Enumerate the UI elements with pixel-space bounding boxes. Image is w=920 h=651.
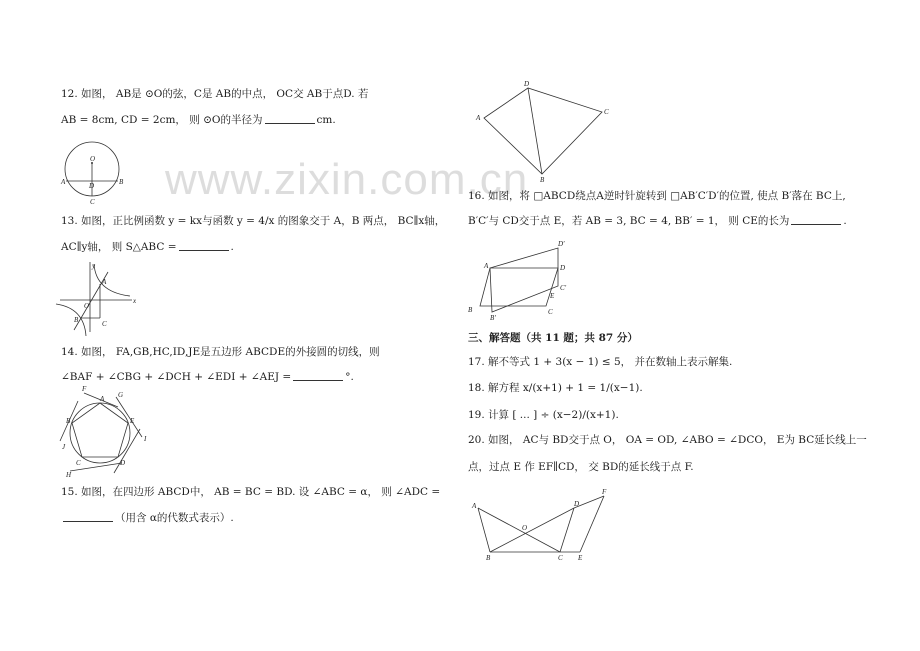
q20-label-e: E bbox=[578, 554, 583, 562]
watermark: www.zixin.com.cn bbox=[165, 155, 529, 204]
q14-figure bbox=[60, 385, 150, 483]
q12-line2: AB = 8cm, CD = 2cm， 则 ⊙O的半径为 cm. bbox=[61, 114, 336, 126]
q15-figure bbox=[474, 80, 634, 184]
q13-label-y: y bbox=[92, 262, 96, 270]
q13-line1: 13. 如图，正比例函数 y = kx与函数 y = 4/x 的图象交于 A，B 两点， BC∥x轴， bbox=[61, 215, 446, 227]
q16-figure bbox=[468, 240, 584, 322]
q13-label-a: A bbox=[102, 278, 107, 286]
q13-label-b: B bbox=[74, 316, 79, 324]
q18-text: 18. 解方程 x/(x+1) + 1 = 1/(x−1). bbox=[468, 382, 643, 394]
q16-label-d-prime: D′ bbox=[558, 240, 565, 248]
q15-answer-blank[interactable] bbox=[63, 511, 113, 522]
q14-label-h: H bbox=[66, 471, 72, 479]
q20-line1: 20. 如图， AC与 BD交于点 O， OA = OD, ∠ABO = ∠DCO， E为 BC延长线上一 bbox=[468, 434, 867, 446]
q20-label-f: F bbox=[602, 488, 607, 496]
q13-line2: AC∥y轴， 则 S△ABC = . bbox=[61, 241, 234, 253]
q12-label-b: B bbox=[119, 178, 124, 186]
q14-answer-blank[interactable] bbox=[293, 370, 343, 381]
q20-label-d: D bbox=[574, 500, 580, 508]
q20-label-b: B bbox=[486, 554, 491, 562]
q16-label-b: B bbox=[468, 306, 473, 314]
q12-label-a: A bbox=[61, 178, 66, 186]
q15-label-d: D bbox=[524, 80, 530, 88]
q15-label-b: B bbox=[540, 176, 545, 184]
q14-label-g: G bbox=[118, 391, 124, 399]
q13-label-o: O bbox=[84, 302, 90, 310]
q12-label-o: O bbox=[90, 155, 96, 163]
q13-label-x: x bbox=[133, 297, 137, 305]
q12-answer-blank[interactable] bbox=[265, 113, 315, 124]
q15-label-a: A bbox=[476, 114, 481, 122]
q16-answer-blank[interactable] bbox=[791, 214, 841, 225]
q16-line2: B′C′与 CD交于点 E，若 AB = 3, BC = 4, BB′ = 1， 则 CE的长为 . bbox=[468, 215, 847, 227]
q16-label-e: E bbox=[550, 292, 555, 300]
q14-label-e: E bbox=[130, 417, 135, 425]
section-3-heading: 三、解答题（共 11 题；共 87 分） bbox=[468, 332, 638, 344]
q20-figure bbox=[472, 488, 624, 562]
q14-label-a: A bbox=[100, 395, 105, 403]
q12-line1: 12. 如图， AB是 ⊙O的弦，C是 AB的中点， OC交 AB于点D. 若 bbox=[61, 88, 369, 100]
q16-label-c: C bbox=[548, 308, 553, 316]
q14-label-i: I bbox=[144, 435, 147, 443]
q20-line2: 点，过点 E 作 EF∥CD， 交 BD的延长线于点 F. bbox=[468, 461, 694, 473]
q15-line1: 15. 如图，在四边形 ABCD中， AB = BC = BD. 设 ∠ABC = α， 则 ∠ADC = bbox=[61, 486, 441, 498]
q14-label-c: C bbox=[76, 459, 81, 467]
q17-text: 17. 解不等式 1 + 3(x − 1) ≤ 5， 并在数轴上表示解集. bbox=[468, 356, 733, 368]
q20-label-o: O bbox=[522, 524, 528, 532]
q15-line2: （用含 α的代数式表示）. bbox=[61, 511, 234, 525]
q16-label-a: A bbox=[484, 262, 489, 270]
q13-label-c: C bbox=[102, 320, 107, 328]
q14-label-f: F bbox=[82, 385, 87, 393]
q13-answer-blank[interactable] bbox=[179, 240, 229, 251]
q14-label-j: J bbox=[62, 443, 66, 451]
q16-label-b-prime: B′ bbox=[490, 314, 496, 322]
q13-figure bbox=[60, 262, 140, 334]
q19-text: 19. 计算 [ ... ] ÷ (x−2)/(x+1). bbox=[468, 409, 619, 421]
q12-label-d: D bbox=[89, 182, 95, 190]
q16-line1: 16. 如图，将 □ABCD绕点A逆时针旋转到 □AB′C′D′的位置, 使点 B′落在 BC上, bbox=[468, 190, 846, 202]
q14-label-d: D bbox=[120, 459, 126, 467]
q20-label-c: C bbox=[558, 554, 563, 562]
q20-label-a: A bbox=[472, 502, 477, 510]
q16-label-d: D bbox=[560, 264, 566, 272]
q14-line1: 14. 如图， FA,GB,HC,ID,JE是五边形 ABCDE的外接圆的切线，则 bbox=[61, 346, 380, 358]
q12-label-c: C bbox=[90, 198, 95, 206]
q12-figure bbox=[60, 136, 130, 206]
q15-label-c: C bbox=[604, 108, 609, 116]
q14-label-b: B bbox=[66, 417, 71, 425]
q16-label-c-prime: C′ bbox=[560, 284, 567, 292]
q14-line2: ∠BAF + ∠CBG + ∠DCH + ∠EDI + ∠AEJ = °. bbox=[61, 371, 354, 383]
